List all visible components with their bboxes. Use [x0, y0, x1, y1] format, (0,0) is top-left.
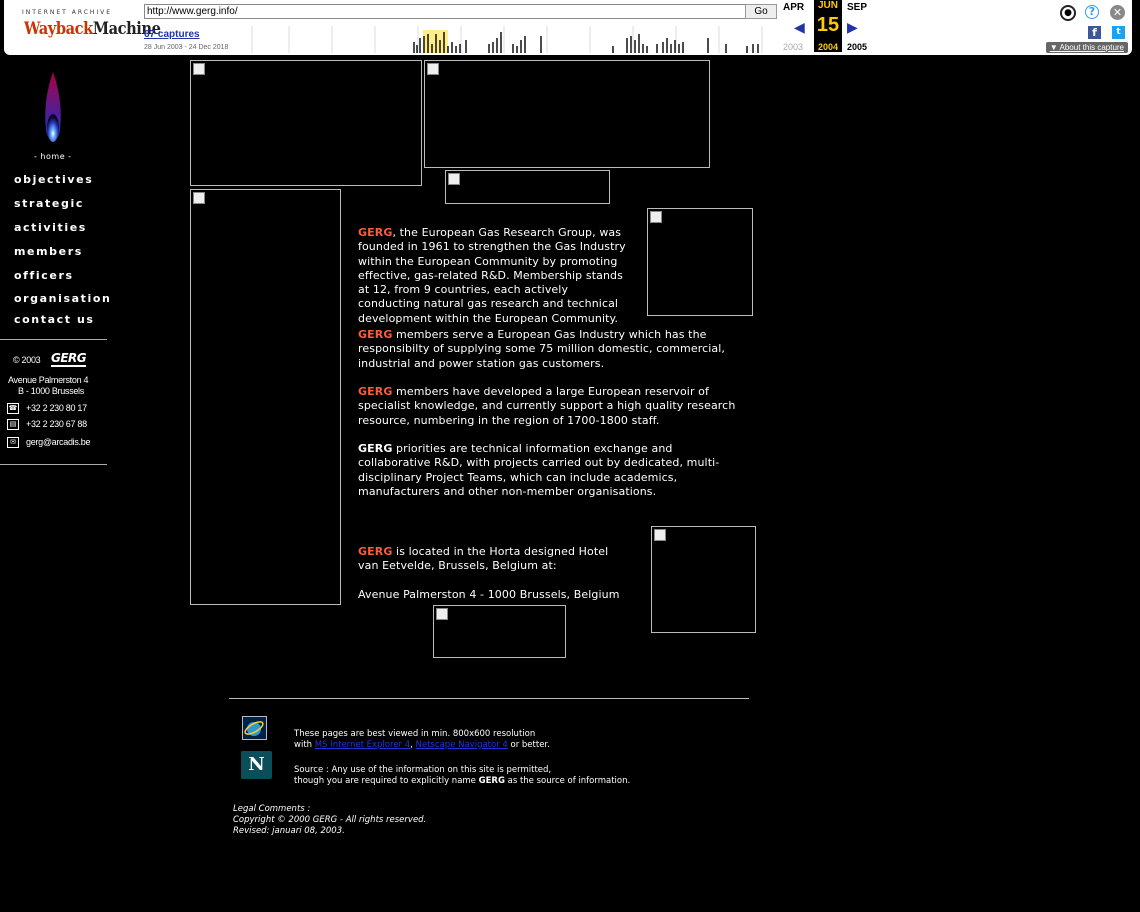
email-icon: ✉ — [7, 437, 19, 448]
address-line-1: Avenue Palmerston 4 — [8, 375, 89, 385]
twitter-icon[interactable]: t — [1112, 26, 1125, 39]
side-image — [190, 189, 341, 605]
wayback-prev-month[interactable]: APR — [783, 2, 805, 13]
header-image-right — [424, 60, 710, 168]
ie-link[interactable]: MS Internet Explorer 4 — [314, 740, 411, 750]
intro-line: development within the European Community. — [358, 311, 619, 325]
wayback-sparkline[interactable] — [242, 26, 777, 53]
help-icon[interactable]: ? — [1085, 5, 1099, 19]
intro-line: conducting natural gas research and technical — [358, 297, 619, 311]
revised-line: Revised: januari 08, 2003. — [233, 826, 345, 836]
brand-name: GERG — [358, 442, 393, 455]
wayback-captures-link[interactable]: 67 captures — [144, 29, 200, 40]
brand-name: GERG — [358, 385, 393, 398]
intro-line: at 12, from 9 countries, each actively — [358, 283, 569, 297]
wayback-logo-caption: INTERNET ARCHIVE — [22, 9, 113, 16]
title-image — [445, 170, 610, 204]
header-image-left — [190, 60, 422, 186]
browser-separator: , — [410, 740, 416, 750]
wayback-current-day: 15 — [816, 14, 840, 36]
facebook-icon[interactable]: f — [1088, 26, 1101, 39]
paragraph-line: collaborative R&D, with projects carried out by dedicated, multi- — [358, 456, 720, 470]
wayback-prev-year[interactable]: 2003 — [783, 42, 804, 52]
location-address: Avenue Palmerston 4 - 1000 Brussels, Belgium — [358, 587, 620, 601]
footer-divider — [229, 698, 749, 699]
intro-line: founded in 1961 to strengthen the Gas Industry — [358, 240, 626, 254]
flame-logo[interactable] — [40, 70, 66, 150]
about-capture-button[interactable]: ▼ About this capture — [1046, 42, 1128, 53]
nav-contact-us[interactable]: contact us — [14, 313, 95, 326]
wayback-logo-a: Wayback — [24, 19, 93, 39]
ie-logo-icon — [243, 717, 266, 739]
wayback-next-year[interactable]: 2005 — [847, 42, 868, 52]
phone-number: +32 2 230 80 17 — [26, 403, 87, 413]
netscape-link[interactable]: Netscape Navigator 4 — [415, 740, 508, 750]
source-line-prefix: though you are required to explicitly name — [294, 776, 479, 786]
intro-paragraph — [358, 226, 626, 326]
wayback-toolbar-panel — [4, 0, 1132, 55]
brand-name: GERG — [358, 226, 393, 239]
content-image-2 — [651, 526, 756, 633]
resolution-line: These pages are best viewed in min. 800x600 resolution — [294, 729, 536, 739]
paragraph-line: van Eetvelde, Brussels, Belgium at: — [358, 559, 557, 573]
gerg-logo: GERG — [51, 351, 87, 365]
wayback-go-button[interactable]: Go — [745, 4, 777, 19]
phone-icon: ☎ — [8, 404, 18, 412]
paragraph-line: industrial and power station gas customers. — [358, 356, 605, 370]
legal-heading: Legal Comments : — [233, 804, 311, 814]
paragraph-line: disciplinary Project Teams, which can include academics, — [358, 470, 678, 484]
paragraph-line: resource, numbering in the region of 1700-1800 staff. — [358, 413, 660, 427]
location-paragraph — [358, 545, 620, 602]
nav-activities[interactable]: activities — [14, 221, 87, 234]
user-account-icon[interactable]: ● — [1060, 5, 1076, 21]
netscape-browser-icon[interactable]: N — [241, 751, 272, 779]
address-line-2: B - 1000 Brussels — [18, 386, 84, 396]
priorities-paragraph — [358, 442, 719, 499]
copyright-text: © 2003 — [13, 355, 41, 365]
members-knowledge-paragraph — [358, 385, 735, 428]
brand-name: GERG — [358, 545, 393, 558]
email-link[interactable]: gerg@arcadis.be — [26, 437, 91, 447]
wayback-logo-b: Machine — [92, 19, 161, 39]
contact-divider — [0, 464, 107, 465]
building-image — [433, 605, 566, 658]
paragraph-line: priorities are technical information exchange and — [392, 442, 673, 455]
members-serve-paragraph — [358, 328, 725, 371]
wayback-next-month[interactable]: SEP — [847, 2, 868, 13]
fax-icon: ▤ — [7, 419, 19, 430]
legal-comments — [233, 804, 426, 837]
source-brand: GERG — [478, 776, 505, 786]
nav-home[interactable]: - home - — [34, 152, 72, 161]
nav-strategic[interactable]: strategic — [14, 197, 84, 210]
wayback-next-arrow-icon[interactable]: ▶ — [847, 20, 858, 36]
intro-line: effective, gas-related R&D. Membership stands — [358, 268, 623, 282]
close-icon[interactable]: ✕ — [1110, 5, 1125, 20]
nav-divider — [0, 339, 107, 340]
about-capture-label: About this capture — [1059, 43, 1124, 52]
browser-line-suffix: or better. — [507, 740, 550, 750]
wayback-capture-range: 28 Jun 2003 - 24 Dec 2018 — [144, 44, 229, 51]
paragraph-line: manufacturers and other non-member organisations. — [358, 484, 657, 498]
nav-members[interactable]: members — [14, 245, 83, 258]
intro-line: within the European Community by promoting — [358, 254, 618, 268]
nav-objectives[interactable]: objectives — [14, 173, 94, 186]
source-line-suffix: as the source of information. — [504, 776, 631, 786]
copyright-line: Copyright © 2000 GERG - All rights reserved. — [233, 815, 427, 825]
wayback-toolbar — [0, 0, 1140, 58]
nav-officers[interactable]: officers — [14, 269, 74, 282]
content-image-1 — [647, 208, 753, 316]
paragraph-line: responsibilty of supplying some 75 million domestic, commercial, — [358, 342, 725, 356]
source-line: Source : Any use of the information on this site is permitted, — [294, 765, 552, 775]
paragraph-line: members have developed a large European reservoir of — [392, 385, 709, 398]
fax-number: +32 2 230 67 88 — [26, 419, 87, 429]
browser-line-prefix: with — [294, 740, 315, 750]
paragraph-line: members serve a European Gas Industry which has the — [392, 328, 707, 341]
intro-line: , the European Gas Research Group, was — [392, 226, 622, 239]
brand-name: GERG — [358, 328, 393, 341]
wayback-url-input[interactable]: http://www.gerg.info/ — [144, 4, 746, 19]
ie-browser-icon[interactable] — [242, 716, 267, 740]
wayback-current-month-label: JUN — [817, 0, 838, 11]
wayback-prev-arrow-icon[interactable]: ◀ — [794, 20, 805, 36]
paragraph-line: is located in the Horta designed Hotel — [392, 545, 609, 558]
gas-flame-icon — [40, 70, 66, 150]
source-note — [294, 765, 630, 787]
wayback-logo[interactable] — [24, 19, 161, 39]
nav-organisation[interactable]: organisation — [14, 292, 112, 305]
paragraph-line: specialist knowledge, and currently support a high quality research — [358, 399, 736, 413]
wayback-current-year: 2004 — [817, 42, 839, 52]
resolution-note — [294, 729, 550, 751]
